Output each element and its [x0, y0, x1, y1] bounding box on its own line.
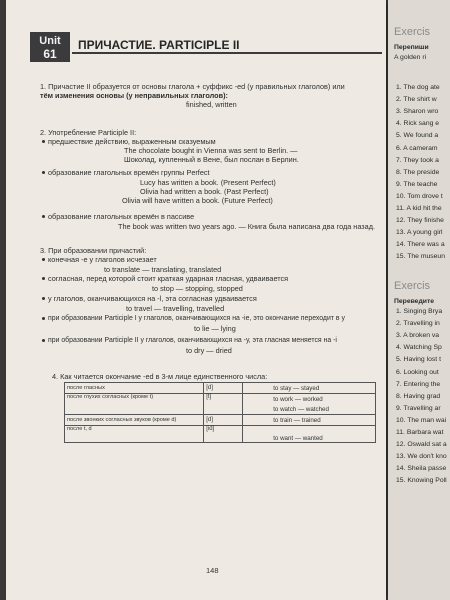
list-item: 4. Watching Sp [396, 344, 442, 352]
list-item: 14. Sheila passe [396, 465, 447, 473]
right-page [388, 0, 450, 600]
page-title: ПРИЧАСТИЕ. PARTICIPLE II [78, 38, 240, 52]
s3-b4-ex: to lie — lying [194, 324, 236, 333]
s3-b1-ex: to translate — translating, translated [104, 265, 222, 274]
s1-line1: 1. Причастие II образуется от основы глагола + суффикс -ed (у правильных глаголов) или [40, 82, 345, 91]
unit-number: 61 [43, 47, 57, 61]
s2-b3: образование глагольных времён в пассиве [48, 212, 195, 221]
s3-b5: при образовании Participle II у глаголов, оканчивающихся на -у, эта гласная меняется на -i [48, 337, 337, 344]
exercise-title: Exercis [394, 280, 431, 292]
list-item: 14. There was a [396, 241, 445, 249]
s2-b2-ex2: Olivia had written a book. (Past Perfect) [140, 187, 269, 196]
s2-b2-ex3: Olivia will have written a book. (Future Perfect) [122, 196, 273, 205]
list-item: 6. A cameram [396, 144, 438, 152]
list-item: 2. The shirt w [396, 96, 437, 104]
s3-b3-ex: to travel — travelling, travelled [126, 304, 225, 313]
table-cell: после звонких согласных звуков (кроме d) [65, 415, 204, 426]
list-item: 4. Rick sang e [396, 120, 440, 128]
list-item: 5. We found a [396, 132, 439, 140]
list-item: 1. The dog ate [396, 84, 440, 91]
table-cell: [id] [204, 426, 243, 443]
list-item: 1. Singing Brya [396, 308, 443, 315]
list-item: 8. The preside [396, 168, 440, 176]
exercise-title: Exercis [394, 26, 431, 38]
s2-heading: 2. Употребление Participle II: [40, 128, 137, 137]
s1-example: finished, written [186, 100, 237, 109]
bullet-icon [42, 140, 45, 143]
list-item: 13. A young girl [396, 229, 443, 237]
bullet-icon [42, 317, 45, 320]
list-item: 8. Having grad [396, 392, 441, 400]
s2-b1-ex-ru: Шоколад, купленный в Вене, был послан в Берлин. [124, 155, 299, 164]
table-cell: [t] [204, 394, 243, 415]
unit-label: Unit [39, 35, 61, 47]
table-cell: to stay — stayed [243, 383, 376, 394]
title-rule [72, 52, 382, 54]
bullet-icon [42, 297, 45, 300]
left-page [6, 0, 386, 600]
list-item: 12. Oswald sat a [396, 441, 447, 449]
list-item: 2. Travelling in [396, 320, 440, 328]
bullet-icon [42, 277, 45, 280]
list-item: 10. Tom drove t [396, 192, 443, 200]
s2-b1: предшествие действию, выраженным сказуемым [48, 137, 216, 146]
list-item: 5. Having lost t [396, 356, 441, 364]
bullet-icon [42, 339, 45, 342]
table-cell: [d] [204, 383, 243, 394]
table-cell: [d] [204, 415, 243, 426]
list-item: 9. The teache [396, 180, 438, 188]
list-item: 9. Travelling ar [396, 404, 441, 412]
s3-b4: при образовании Participle I у глаголов, оканчивающихся на -ie, это окончание переходит в у [48, 315, 345, 322]
s1-line2: тём изменения основы (у неправильных глаголов): [40, 91, 228, 100]
exercise-instruction: Переведите [394, 298, 435, 305]
page-number: 148 [206, 566, 219, 575]
s4-heading: 4. Как читается окончание -ed в 3-м лице единственного числа: [52, 372, 268, 381]
exercise-instruction: Перепиши [394, 44, 429, 51]
list-item: 3. A broken va [396, 332, 440, 340]
s2-b2-ex1: Lucy has written a book. (Present Perfect) [140, 178, 276, 187]
s2-b1-ex-en: The chocolate bought in Vienna was sent to Berlin. — [124, 146, 298, 155]
list-item: 11. Barbara wat [396, 429, 444, 436]
s3-b1: конечная -е у глаголов исчезает [48, 255, 157, 264]
list-item: 6. Looking out [396, 368, 439, 376]
s3-b2-ex: to stop — stopping, stopped [152, 284, 243, 293]
bullet-icon [42, 215, 45, 218]
list-item: 13. We don't kno [396, 453, 447, 461]
s3-heading: 3. При образовании причастий: [40, 246, 147, 255]
table-row [65, 394, 376, 405]
table-row [65, 426, 376, 443]
list-item: 15. Knowing Poll [396, 477, 447, 485]
bullet-icon [42, 258, 45, 261]
list-item: 12. They finishe [396, 217, 444, 225]
s3-b2: согласная, перед которой стоит краткая ударная гласная, удваивается [48, 274, 289, 283]
table-row [65, 415, 376, 426]
unit-badge [30, 32, 70, 62]
table-cell: после глухих согласных (кроме t) [65, 394, 204, 415]
exercise-instruction: A golden ri [394, 54, 427, 61]
s3-b3: у глаголов, оканчивающихся на -l, эта согласная удваивается [48, 294, 257, 303]
list-item: 7. Entering the [396, 380, 441, 388]
table-cell: после t, d [65, 426, 204, 443]
bullet-icon [42, 171, 45, 174]
list-item: 10. The man wai [396, 416, 447, 424]
table-cell: после гласных [65, 383, 204, 394]
table-cell: to watch — watched [243, 404, 376, 415]
s2-b2: образование глагольных времён группы Perfect [48, 168, 210, 177]
table-row [65, 383, 376, 394]
table-cell: to work — worked [243, 394, 376, 405]
s3-b5-ex: to dry — dried [186, 346, 232, 355]
list-item: 7. They took a [396, 156, 439, 164]
ed-pronunciation-table [64, 382, 376, 443]
s2-b3-ex: The book was written two years ago. — Книга была написана два года назад. [118, 222, 376, 231]
list-item: 11. A kid hit the [396, 205, 442, 212]
table-cell: to want — wanted [243, 426, 376, 443]
list-item: 3. Sharon wro [396, 108, 439, 116]
list-item: 15. The museun [396, 253, 445, 261]
table-cell: to train — trained [243, 415, 376, 426]
